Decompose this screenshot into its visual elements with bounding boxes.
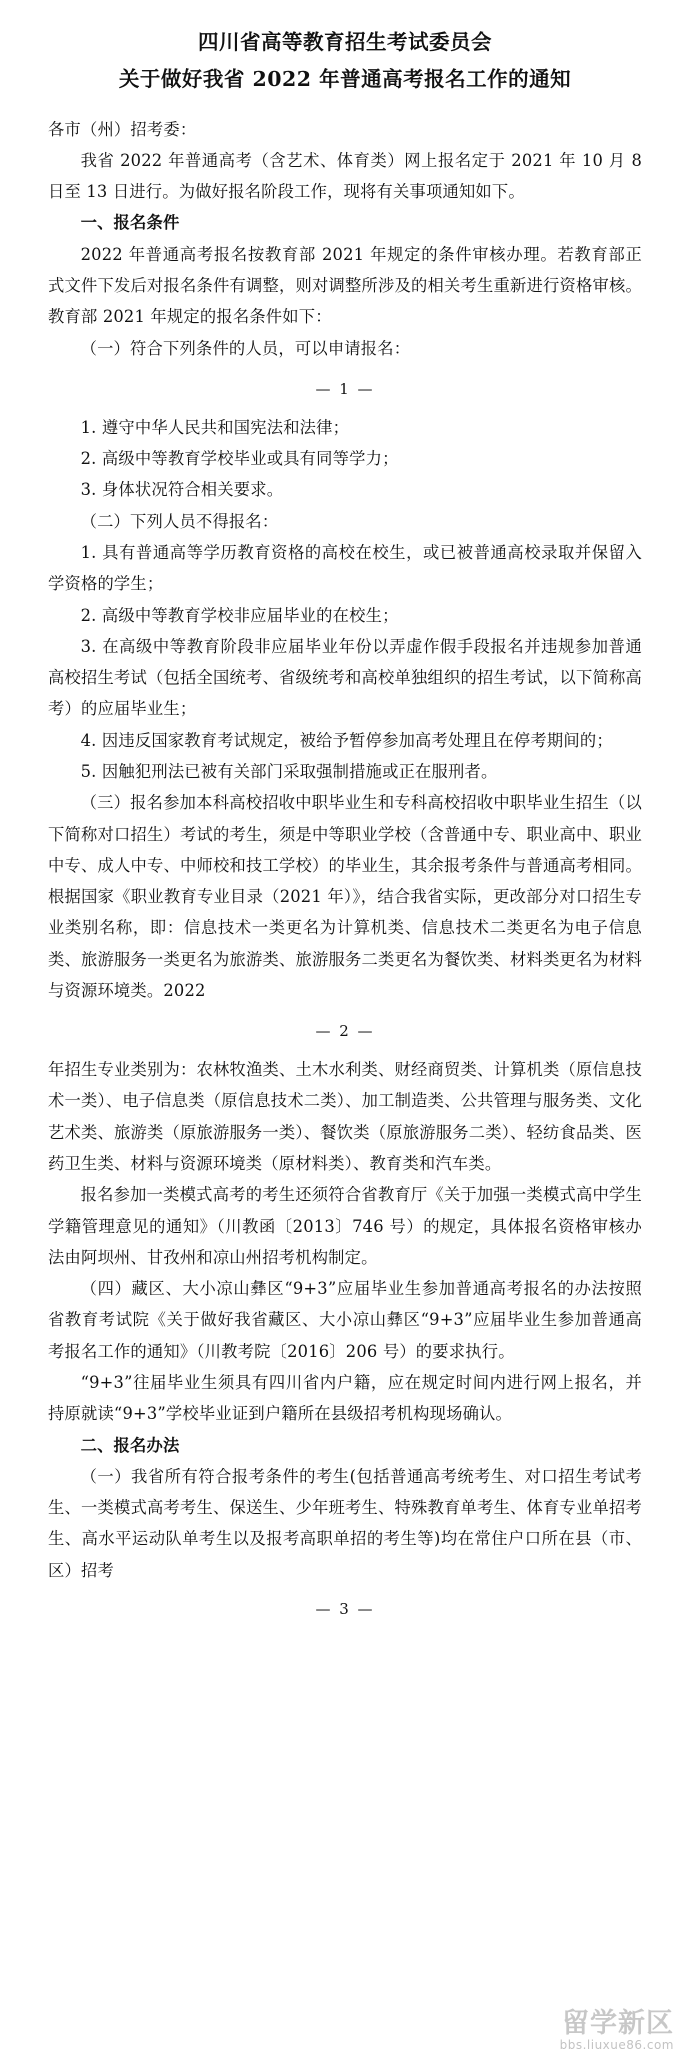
paragraph-majors-list: 年招生专业类别为：农林牧渔类、土木水利类、财经商贸类、计算机类（原信息技术一类）、电子信息类（原信息技术二类）、加工制造类、公共管理与服务类、文化艺术类、旅游类（原旅游服务一类）、餐饮类（原旅游服务二类）、轻纺食品类、医药卫生类、材料与资源环境类（原材料类）、教育类和汽车类。 bbox=[48, 1060, 642, 1174]
document-title-line1: 四川省高等教育招生考试委员会 bbox=[198, 30, 492, 54]
paragraph-item-2-3: 3. 在高级中等教育阶段非应届毕业年份以弄虚作假手段报名并违规参加普通高校招生考试（包括全国统考、省级统考和高校单独组织的招生考试，以下简称高考）的应届毕业生； bbox=[48, 636, 642, 719]
paragraph-yilei-mode: 报名参加一类模式高考的考生还须符合省教育厅《关于加强一类模式高中学生学籍管理意见的通知》（川教函〔2013〕746 号）的规定，具体报名资格审核办法由阿坝州、甘孜州和凉山州招考机构制定。 bbox=[48, 1185, 642, 1267]
paragraph-item-2: （二）下列人员不得报名： bbox=[80, 511, 279, 531]
paragraph-item-1: （一）符合下列条件的人员，可以申请报名： bbox=[80, 338, 411, 358]
document-title-line2: 关于做好我省 2022 年普通高考报名工作的通知 bbox=[118, 66, 572, 91]
watermark-main-text: 留学新区 bbox=[562, 2008, 674, 2039]
paragraph-item-1-3: 3. 身体状况符合相关要求。 bbox=[80, 480, 284, 500]
paragraph-method-item-1: （一）我省所有符合报考条件的考生(包括普通高考统考生、对口招生考试考生、一类模式高考考生、保送生、少年班考生、特殊教育单考生、体育专业单招考生、高水平运动队单考生以及报考高职单招的考生等)均在常住户口所在县（市、区）招考 bbox=[48, 1466, 642, 1580]
section-heading-registration-conditions: 一、报名条件 bbox=[80, 213, 180, 233]
watermark-sub-text: bbs.liuxue86.com bbox=[559, 2038, 674, 2052]
paragraph-item-1-1: 1. 遵守中华人民共和国宪法和法律； bbox=[80, 417, 350, 437]
paragraph-item-1-2: 2. 高级中等教育学校毕业或具有同等学力； bbox=[80, 449, 399, 469]
paragraph-intro: 我省 2022 年普通高考（含艺术、体育类）网上报名定于 2021 年 10 月 8 日至 13 日进行。为做好报名阶段工作，现将有关事项通知如下。 bbox=[48, 150, 642, 202]
page-marker-2: — 2 — bbox=[315, 1022, 375, 1041]
paragraph-conditions-intro: 2022 年普通高考报名按教育部 2021 年规定的条件审核办理。若教育部正式文件下发后对报名条件有调整，则对调整所涉及的相关考生重新进行资格审核。教育部 2021 年规定的报名条件如下： bbox=[48, 244, 642, 327]
page-marker-3: — 3 — bbox=[315, 1599, 375, 1618]
page-marker-1: — 1 — bbox=[315, 379, 375, 398]
paragraph-item-3: （三）报名参加本科高校招收中职毕业生和专科高校招收中职毕业生招生（以下简称对口招生）考试的考生，须是中等职业学校（含普通中专、职业高中、职业中专、成人中专、中师校和技工学校）的毕业生，其余报考条件与普通高考相同。根据国家《职业教育专业目录（2021 年）》，结合我省实际，更改部分对口招生专业类别名称，即：信息技术一类更名为计算机类、信息技术二类更名为电子信息类、旅游服务一类更名为旅游类、旅游服务二类更名为餐饮类、材料类更名为材料与资源环境类。2022 bbox=[48, 793, 642, 1000]
paragraph-item-4: （四）藏区、大小凉山彝区“9+3”应届毕业生参加普通高考报名的办法按照省教育考试院《关于做好我省藏区、大小凉山彝区“9+3”应届毕业生参加普通高考报名工作的通知》（川教考院〔2016〕206 号）的要求执行。 bbox=[48, 1279, 642, 1361]
paragraph-item-2-1: 1. 具有普通高等学历教育资格的高校在校生，或已被普通高校录取并保留入学资格的学生； bbox=[48, 542, 642, 594]
paragraph-9plus3-graduates: “9+3”往届毕业生须具有四川省内户籍，应在规定时间内进行网上报名，并持原就读“9+3”学校毕业证到户籍所在县级招考机构现场确认。 bbox=[48, 1373, 642, 1424]
watermark bbox=[560, 2010, 674, 2051]
paragraph-item-2-2: 2. 高级中等教育学校非应届毕业的在校生； bbox=[80, 605, 399, 625]
paragraph-item-2-5: 5. 因触犯刑法已被有关部门采取强制措施或正在服刑者。 bbox=[80, 761, 498, 781]
section-heading-registration-method: 二、报名办法 bbox=[80, 1435, 180, 1455]
addressee: 各市（州）招考委： bbox=[48, 119, 197, 139]
paragraph-item-2-4: 4. 因违反国家教育考试规定，被给予暂停参加高考处理且在停考期间的； bbox=[80, 730, 613, 750]
